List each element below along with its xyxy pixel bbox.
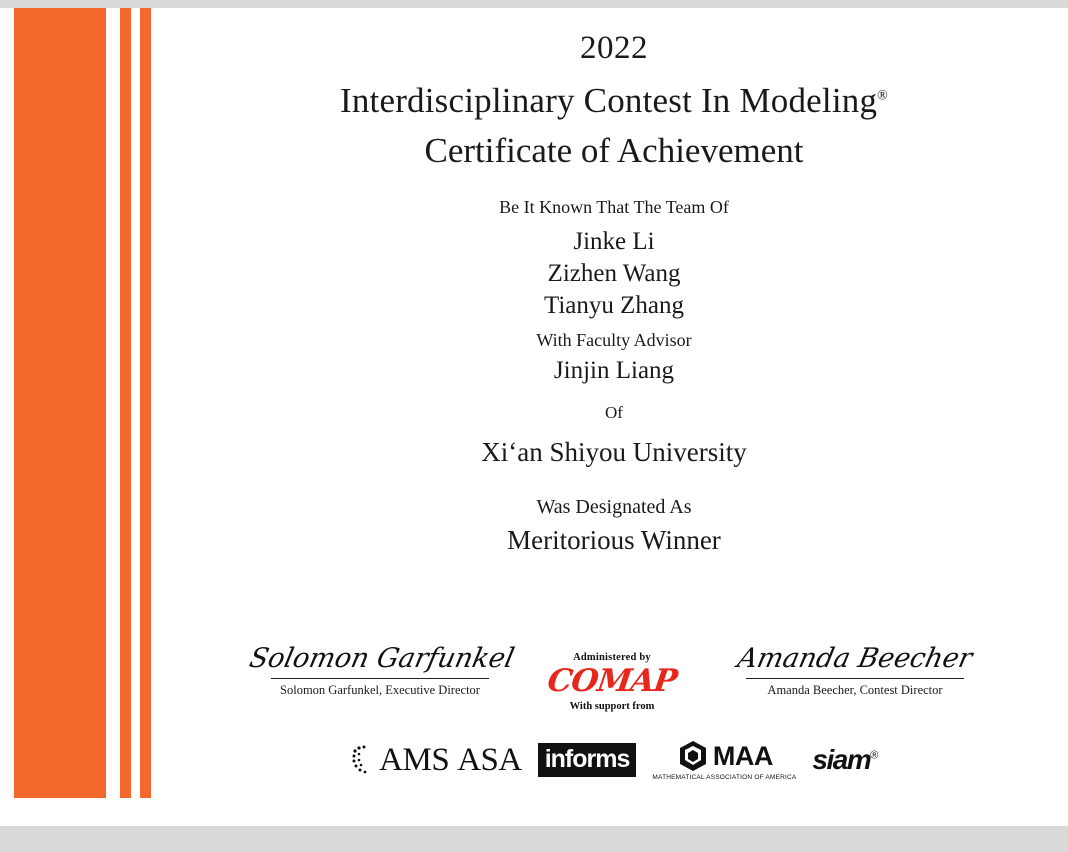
team-member-name: Zizhen Wang — [547, 260, 681, 287]
team-intro-label: Be It Known That The Team Of — [499, 197, 729, 217]
certificate-year: 2022 — [580, 30, 648, 66]
signature-rule-right — [746, 678, 964, 679]
maa-label: MAA — [712, 740, 773, 771]
sponsor-informs — [538, 743, 637, 777]
team-member-name: Jinke Li — [573, 228, 655, 255]
maa-row — [676, 739, 773, 773]
team-members-list — [160, 226, 1068, 322]
decorative-side-bars — [0, 8, 160, 826]
sponsor-maa — [652, 739, 796, 781]
designation-label: Was Designated As — [536, 496, 692, 518]
signature-block-left — [246, 638, 517, 698]
certificate-document — [0, 8, 1068, 826]
signature-block-right — [725, 638, 985, 698]
ams-swirl-icon — [351, 745, 377, 775]
siam-text: siam — [812, 744, 871, 775]
administrator-block — [517, 652, 707, 712]
maa-subtitle: MATHEMATICAL ASSOCIATION OF AMERICA — [652, 774, 797, 781]
accent-bar-wide — [14, 8, 106, 798]
advisor-label: With Faculty Advisor — [536, 330, 692, 350]
page-top-strip — [0, 0, 1068, 8]
contest-title — [160, 81, 1068, 121]
certificate-subtitle: Certificate of Achievement — [424, 131, 804, 170]
signature-caption-left: Solomon Garfunkel, Executive Director — [280, 683, 480, 697]
ams-label: AMS — [379, 741, 450, 778]
asa-label: ASA — [457, 741, 522, 778]
comap-logo: COMAP — [545, 663, 679, 699]
institution-name: Xi‘an Shiyou University — [481, 437, 747, 467]
page-bottom-strip — [0, 826, 1068, 852]
maa-polyhedron-icon — [676, 739, 710, 773]
support-label: With support from — [569, 701, 655, 712]
sponsor-siam — [812, 744, 876, 776]
team-member-name: Tianyu Zhang — [543, 292, 685, 319]
of-label: Of — [605, 403, 623, 422]
signature-rule-left — [271, 678, 489, 679]
informs-label: informs — [538, 743, 637, 777]
accent-bar-thin-1 — [120, 8, 131, 798]
signature-script-left: Solomon Garfunkel — [246, 643, 517, 674]
signature-caption-right: Amanda Beecher, Contest Director — [767, 683, 943, 697]
signature-script-right: Amanda Beecher — [734, 643, 976, 674]
award-level: Meritorious Winner — [507, 525, 721, 555]
accent-bar-thin-2 — [140, 8, 151, 798]
sponsor-logos-row — [160, 730, 1068, 790]
administered-by-label: Administered by — [573, 652, 651, 663]
certificate-content — [160, 8, 1068, 826]
sponsor-ams — [351, 742, 522, 779]
siam-registered-mark: ® — [870, 749, 877, 762]
registered-mark: ® — [877, 88, 888, 104]
contest-title-text: Interdisciplinary Contest In Modeling — [339, 81, 878, 120]
siam-label — [812, 744, 876, 776]
advisor-name: Jinjin Liang — [553, 357, 675, 384]
